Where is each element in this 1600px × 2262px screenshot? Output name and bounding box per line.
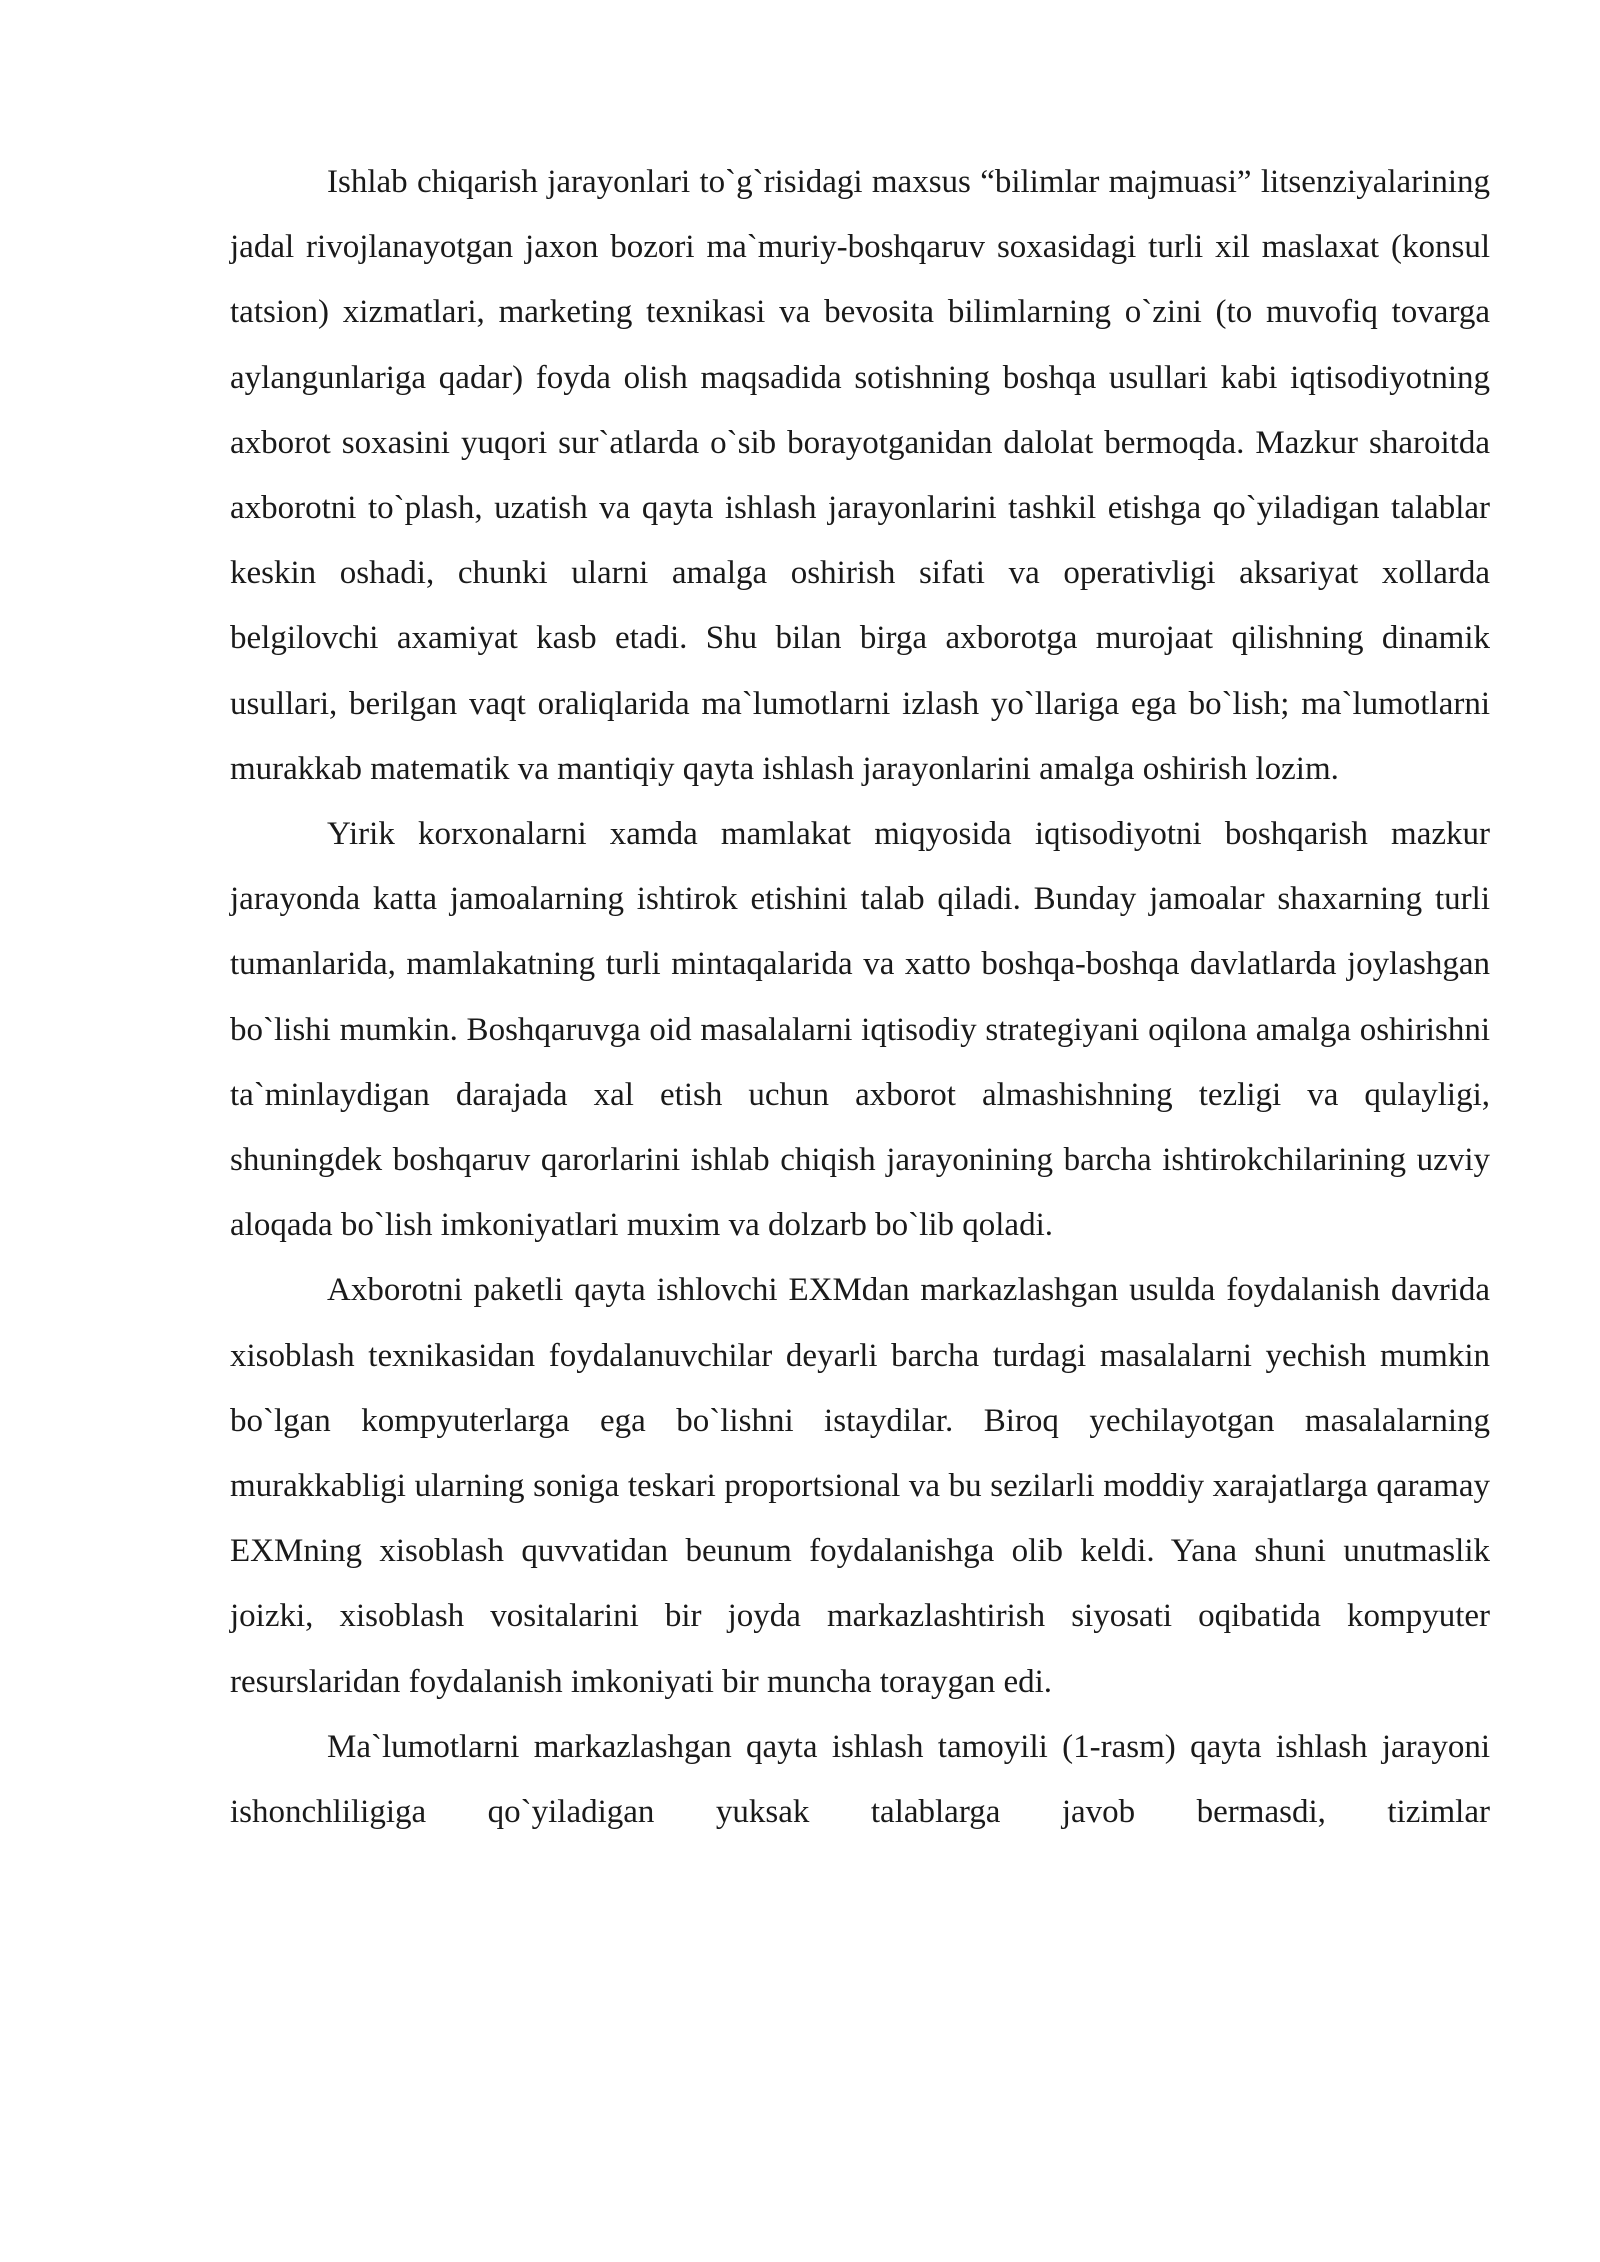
- paragraph-3: Axborotni paketli qayta ishlovchi EXMdan markazlashgan usulda foydalanish davrida xisoblash texnikasidan foydalanuvchilar deyarli barcha turdagi masalalarni yechish mumkin bo`lgan kompyuterlarga ega bo`lishni istaydilar. Biroq yechilayotgan masalalarning murakkabligi ularning soniga teskari proportsional va bu sezilarli moddiy xarajatlarga qaramay EXMning xisoblash quvvatidan beunum foydalanishga olib keldi. Yana shuni unutmaslik joizki, xisoblash vositalarini bir joyda markazlashtirish siyosati oqibatida kompyuter resurslaridan foydalanish imkoniyati bir muncha toraygan edi.: [230, 1272, 1490, 1700]
- paragraph-4: Ma`lumotlarni markazlashgan qayta ishlash tamoyili (1-rasm) qayta ishlash jarayoni ishonchliligiga qo`yiladigan yuksak talablarga javob bermasdi, tizimlar: [230, 1728, 1490, 1831]
- body-text: [230, 150, 1490, 1845]
- paragraph-1: Ishlab chiqarish jarayonlari to`g`risidagi maxsus “bilimlar majmuasi” litsenziyalarining jadal rivojlanayotgan jaxon bozori ma`muriy-boshqaruv soxasidagi turli xil maslaxat (konsul tatsion) xizmatlari, marketing texnikasi va bevosita bilimlarning o`zini (to muvofiq tovarga aylangunlariga qadar) foyda olish maqsadida sotishning boshqa usullari kabi iqtisodiyotning axborot soxasini yuqori sur`atlarda o`sib borayotganidan dalolat bermoqda. Mazkur sharoitda axborotni to`plash, uzatish va qayta ishlash jarayonlarini tashkil etishga qo`yiladigan talablar keskin oshadi, chunki ularni amalga oshirish sifati va operativligi aksariyat xollarda belgilovchi axamiyat kasb etadi. Shu bilan birga axborotga murojaat qilishning dinamik usullari, berilgan vaqt oraliqlarida ma`lumotlarni izlash yo`llariga ega bo`lish; ma`lumotlarni murakkab matematik va mantiqiy qayta ishlash jarayonlarini amalga oshirish lozim.: [230, 164, 1490, 787]
- paragraph-2: Yirik korxonalarni xamda mamlakat miqyosida iqtisodiyotni boshqarish mazkur jarayonda katta jamoalarning ishtirok etishini talab qiladi. Bunday jamoalar shaxarning turli tumanlarida, mamlakatning turli mintaqalarida va xatto boshqa-boshqa davlatlarda joylashgan bo`lishi mumkin. Boshqaruvga oid masalalarni iqtisodiy strategiyani oqilona amalga oshirishni ta`minlaydigan darajada xal etish uchun axborot almashishning tezligi va qulayligi, shuningdek boshqaruv qarorlarini ishlab chiqish jarayonining barcha ishtirokchilarining uzviy aloqada bo`lish imkoniyatlari muxim va dolzarb bo`lib qoladi.: [230, 816, 1490, 1244]
